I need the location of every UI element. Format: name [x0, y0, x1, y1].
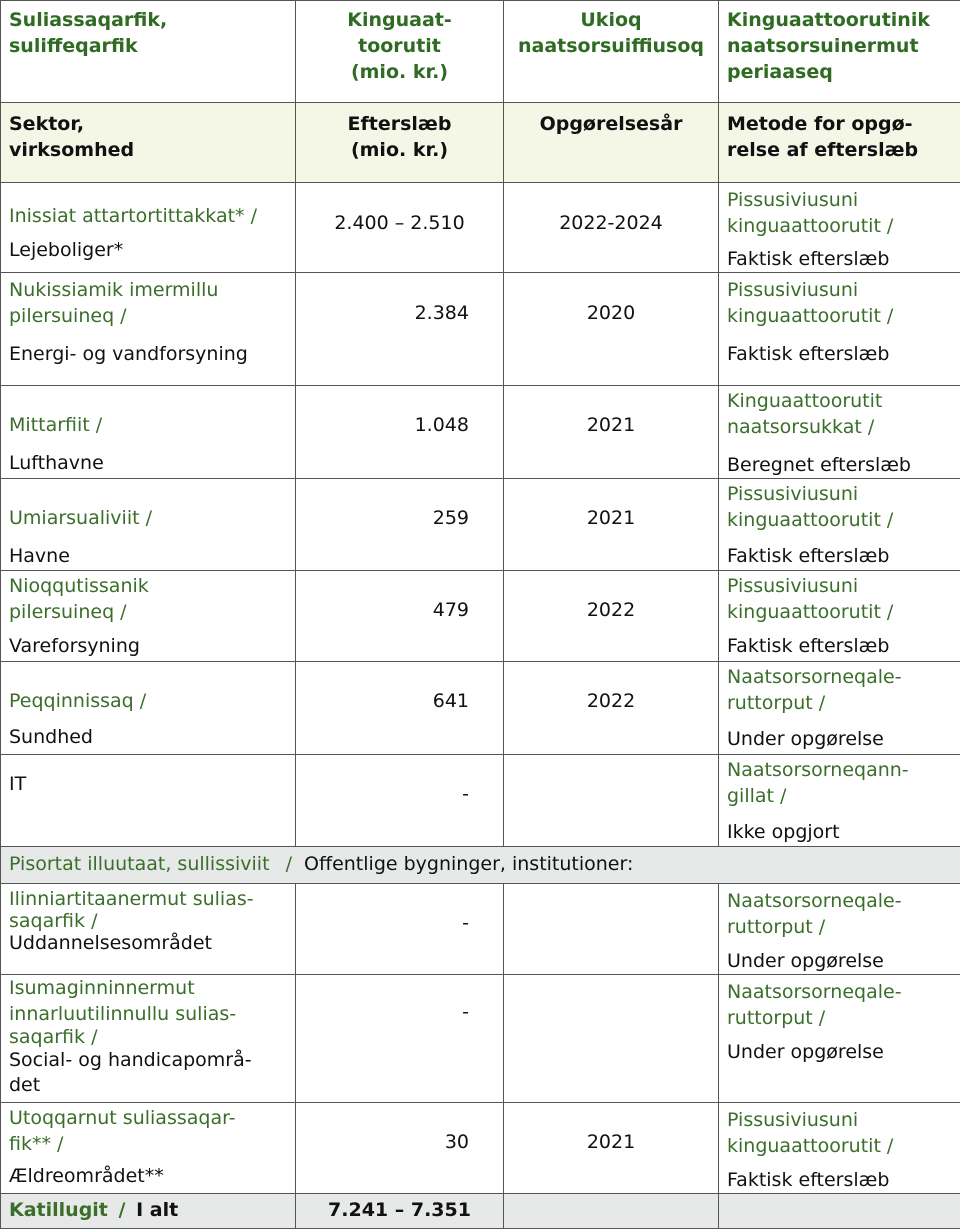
year-value: 2021	[504, 479, 719, 571]
total-year-empty	[504, 1194, 719, 1229]
year-value	[504, 975, 719, 1103]
table-row	[1, 884, 960, 975]
header-row-kl	[1, 1, 960, 103]
header-kl-backlog: Kinguaat- toorutit (mio. kr.)	[296, 1, 504, 103]
method-cell: Naatsorsorneqale- ruttorput / Under opgørelse	[719, 884, 960, 975]
sector-cell: Nukissiamik imermillu pilersuineq / Energi- og vandforsyning	[1, 273, 296, 386]
backlog-value: -	[296, 884, 504, 975]
year-value: 2022-2024	[504, 183, 719, 273]
backlog-value: -	[296, 755, 504, 847]
table-row	[1, 183, 960, 273]
total-label: Katillugit / I alt	[1, 1194, 296, 1229]
table-row	[1, 755, 960, 847]
sector-cell: Utoqqarnut suliassaqar- fik** / Ældreområdet**	[1, 1103, 296, 1194]
section-label: Pisortat illuutaat, sullissiviit / Offentlige bygninger, institutioner:	[1, 847, 960, 884]
sector-cell: Mittarfiit / Lufthavne	[1, 386, 296, 479]
sector-cell: Inissiat attartortittakkat* / Lejeboliger*	[1, 183, 296, 273]
section-row	[1, 847, 960, 884]
header-da-method: Metode for opgø- relse af efterslæb	[719, 103, 960, 183]
year-value	[504, 755, 719, 847]
backlog-value: 479	[296, 571, 504, 662]
year-value: 2021	[504, 1103, 719, 1194]
method-cell: Pissusiviusuni kinguaattoorutit / Faktisk efterslæb	[719, 479, 960, 571]
backlog-value: 30	[296, 1103, 504, 1194]
header-kl-year: Ukioq naatsorsuiffiusoq	[504, 1, 719, 103]
backlog-value: -	[296, 975, 504, 1103]
backlog-value: 259	[296, 479, 504, 571]
header-da-backlog: Efterslæb (mio. kr.)	[296, 103, 504, 183]
header-da-year: Opgørelsesår	[504, 103, 719, 183]
table-row	[1, 571, 960, 662]
total-value: 7.241 – 7.351	[296, 1194, 504, 1229]
table-row	[1, 662, 960, 755]
sector-cell: Peqqinnissaq / Sundhed	[1, 662, 296, 755]
sector-cell: IT	[1, 755, 296, 847]
method-cell: Pissusiviusuni kinguaattoorutit / Faktisk efterslæb	[719, 183, 960, 273]
year-value: 2020	[504, 273, 719, 386]
backlog-value: 2.384	[296, 273, 504, 386]
method-cell: Naatsorsorneqale- ruttorput / Under opgørelse	[719, 975, 960, 1103]
method-cell: Pissusiviusuni kinguaattoorutit / Faktisk efterslæb	[719, 571, 960, 662]
table-row	[1, 273, 960, 386]
sector-cell: Ilinniartitaanermut sulias- saqarfik / Uddannelsesområdet	[1, 884, 296, 975]
table-row	[1, 975, 960, 1103]
sector-cell: Nioqqutissanik pilersuineq / Vareforsyning	[1, 571, 296, 662]
year-value: 2022	[504, 662, 719, 755]
header-row-da	[1, 103, 960, 183]
table-row	[1, 479, 960, 571]
year-value	[504, 884, 719, 975]
method-cell: Naatsorsorneqale- ruttorput / Under opgørelse	[719, 662, 960, 755]
year-value: 2022	[504, 571, 719, 662]
backlog-value: 641	[296, 662, 504, 755]
method-cell: Pissusiviusuni kinguaattoorutit / Faktisk efterslæb	[719, 1103, 960, 1194]
total-method-empty	[719, 1194, 960, 1229]
header-kl-method: Kinguaattoorutinik naatsorsuinermut periaaseq	[719, 1, 960, 103]
header-da-sector: Sektor, virksomhed	[1, 103, 296, 183]
method-cell: Pissusiviusuni kinguaattoorutit / Faktisk efterslæb	[719, 273, 960, 386]
method-cell: Naatsorsorneqann- gillat / Ikke opgjort	[719, 755, 960, 847]
header-kl-sector: Suliassaqarfik, suliffeqarfik	[1, 1, 296, 103]
backlog-value: 2.400 – 2.510	[296, 183, 504, 273]
method-cell: Kinguaattoorutit naatsorsukkat / Beregnet efterslæb	[719, 386, 960, 479]
year-value: 2021	[504, 386, 719, 479]
table-row	[1, 386, 960, 479]
sector-cell: Isumaginninnermut innarluutilinnullu sulias- saqarfik / Social- og handicapområ- det	[1, 975, 296, 1103]
backlog-value: 1.048	[296, 386, 504, 479]
table-row	[1, 1103, 960, 1194]
sector-cell: Umiarsualiviit / Havne	[1, 479, 296, 571]
total-row	[1, 1194, 960, 1229]
